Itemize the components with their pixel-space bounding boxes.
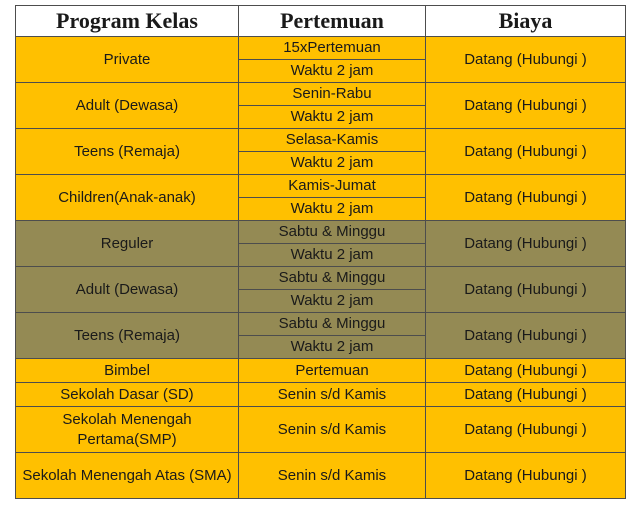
pertemuan-cell: Sabtu & Minggu xyxy=(239,313,426,336)
biaya-cell: Datang (Hubungi ) xyxy=(426,313,626,359)
biaya-cell: Datang (Hubungi ) xyxy=(426,383,626,407)
biaya-cell: Datang (Hubungi ) xyxy=(426,221,626,267)
program-cell: Reguler xyxy=(16,221,239,267)
table-row xyxy=(16,267,626,290)
header-biaya: Biaya xyxy=(426,6,626,37)
program-cell: Private xyxy=(16,37,239,83)
program-cell: Adult (Dewasa) xyxy=(16,267,239,313)
header-pertemuan: Pertemuan xyxy=(239,6,426,37)
duration-cell: Waktu 2 jam xyxy=(239,336,426,359)
table-row xyxy=(16,37,626,60)
pertemuan-cell: Sabtu & Minggu xyxy=(239,267,426,290)
pertemuan-cell: Kamis-Jumat xyxy=(239,175,426,198)
biaya-cell: Datang (Hubungi ) xyxy=(426,129,626,175)
program-cell: Sekolah Menengah Atas (SMA) xyxy=(16,453,239,499)
pertemuan-cell: Pertemuan xyxy=(239,359,426,383)
table-row xyxy=(16,453,626,499)
table-row xyxy=(16,313,626,336)
program-cell: Children(Anak-anak) xyxy=(16,175,239,221)
biaya-cell: Datang (Hubungi ) xyxy=(426,37,626,83)
biaya-cell: Datang (Hubungi ) xyxy=(426,175,626,221)
table-row xyxy=(16,359,626,383)
biaya-cell: Datang (Hubungi ) xyxy=(426,83,626,129)
duration-cell: Waktu 2 jam xyxy=(239,198,426,221)
pertemuan-cell: Selasa-Kamis xyxy=(239,129,426,152)
table-row xyxy=(16,221,626,244)
program-cell: Sekolah Dasar (SD) xyxy=(16,383,239,407)
program-cell: Sekolah Menengah Pertama(SMP) xyxy=(16,407,239,453)
program-cell: Teens (Remaja) xyxy=(16,129,239,175)
table-row xyxy=(16,129,626,152)
program-cell: Adult (Dewasa) xyxy=(16,83,239,129)
program-cell: Bimbel xyxy=(16,359,239,383)
program-cell: Teens (Remaja) xyxy=(16,313,239,359)
table-row xyxy=(16,83,626,106)
duration-cell: Waktu 2 jam xyxy=(239,152,426,175)
table-row xyxy=(16,407,626,453)
biaya-cell: Datang (Hubungi ) xyxy=(426,407,626,453)
pertemuan-cell: Senin s/d Kamis xyxy=(239,453,426,499)
duration-cell: Waktu 2 jam xyxy=(239,290,426,313)
pertemuan-cell: Senin s/d Kamis xyxy=(239,383,426,407)
pertemuan-cell: Sabtu & Minggu xyxy=(239,221,426,244)
table-row xyxy=(16,383,626,407)
header-row xyxy=(16,6,626,37)
duration-cell: Waktu 2 jam xyxy=(239,60,426,83)
pertemuan-cell: Senin-Rabu xyxy=(239,83,426,106)
table-row xyxy=(16,175,626,198)
biaya-cell: Datang (Hubungi ) xyxy=(426,359,626,383)
duration-cell: Waktu 2 jam xyxy=(239,106,426,129)
price-table xyxy=(15,5,626,499)
biaya-cell: Datang (Hubungi ) xyxy=(426,453,626,499)
duration-cell: Waktu 2 jam xyxy=(239,244,426,267)
pertemuan-cell: Senin s/d Kamis xyxy=(239,407,426,453)
header-program-kelas: Program Kelas xyxy=(16,6,239,37)
pertemuan-cell: 15xPertemuan xyxy=(239,37,426,60)
biaya-cell: Datang (Hubungi ) xyxy=(426,267,626,313)
table-body xyxy=(16,37,626,499)
